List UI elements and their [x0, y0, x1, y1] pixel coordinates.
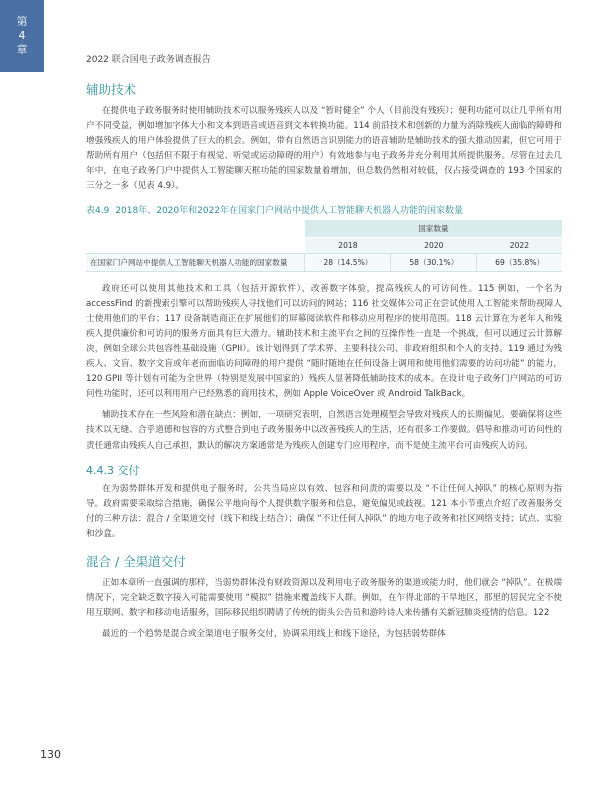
- paragraph-assistive-3: 辅助技术存在一些风险和潜在缺点：例如，一项研究表明，自然语言处理模型会导致对残疾人的长期偏见。要确保将这些技术以无缝、合乎道德和包容的方式整合到电子政务服务中以改善残疾人的生活，还有很多工作要做。倡导和推动可访问性的责任通常由残疾人自己承担，默认的解决方案通常是为残疾人创建专门应用程序，而不是使主流平台可由残疾人访问。: [86, 410, 562, 451]
- chapter-tab: [0, 0, 44, 72]
- paragraph-assistive-2: 政府还可以使用其他技术和工具（包括开源软件），改善数字体验，提高残疾人的可访问性。115 例如，一个名为 accessFind 的新搜索引擎可以帮助残疾人寻找他们可以访问的网站；116 社交媒体公司正在尝试使用人工智能来帮助视障人士使用他们的平台；117 设备制造商正在扩展他们的屏幕阅读软件和移动应用程序的使用范围。118 云计算在为老年人和残疾人提供廉价和可访问的服务方面具有巨大潜力。辅助技术和主流平台之间的互操作性一直是一个挑战，但可以通过云计算解决，例如全球公共包容性基础设施（GPII）。该计划得到了学术界、主要科技公司、非政府组织和个人的支持。119 通过为残疾人、文盲、数字文盲或年老而面临访问障碍的用户提供 “随时随地在任何设备上调用和使用他们需要的访问功能” 的能力，120 GPII 等计划有可能为全世界（特别是发展中国家的）残疾人显著降低辅助技术的成本。在设计电子政务门户网站的可访问性功能时，还可以利用用户已经熟悉的商用技术，例如 Apple VoiceOver 或 Android TalkBack。: [86, 283, 562, 400]
- chapter-tab-line2: 4: [18, 29, 26, 42]
- table-row: [86, 253, 562, 271]
- table-corner: [86, 220, 305, 238]
- table-cell: 58（30.1%）: [391, 253, 477, 271]
- report-title: 2022 联合国电子政务调查报告: [86, 55, 211, 65]
- section-heading-hybrid: 混合 / 全渠道交付: [86, 553, 186, 569]
- table-year-header: 2018: [305, 237, 391, 253]
- table-corner-2: [86, 237, 305, 253]
- page-number: 130: [40, 748, 61, 761]
- table-year-header: 2022: [477, 237, 562, 253]
- table-row-label: 在国家门户网站中提供人工智能聊天机器人功能的国家数量: [86, 253, 305, 271]
- paragraph-hybrid-2: 最近的一个趋势是混合或全渠道电子服务交付，协调采用线上和线下途径，为包括弱势群体: [102, 629, 446, 640]
- table-cell: 28（14.5%）: [305, 253, 391, 271]
- chapter-tab-line1: 第: [16, 15, 28, 28]
- table-caption: 2018年、2020年和2022年在国家门户网站中提供人工智能聊天机器人功能的国家数量: [115, 205, 464, 216]
- chatbot-table: [86, 220, 562, 272]
- table-group-header: 国家数量: [305, 220, 562, 238]
- table-year-header: 2020: [391, 237, 477, 253]
- section-heading-assistive: 辅助技术: [86, 82, 137, 97]
- paragraph-hybrid-1: 正如本章所一直强调的那样，当弱势群体没有财政资源以及利用电子政务服务的渠道或能力时，他们就会 “掉队”。在极端情况下，完全缺乏数字接入可能需要使用 “模拟” 措施来覆盖线下人群。例如，在乍得北部的干旱地区，那里的居民完全不使用互联网、数字和移动电话服务，国际移民组织聘请了传统的街头公告员和游吟诗人来传播有关新冠肺炎疫情的信息。122: [86, 577, 562, 619]
- paragraph-delivery-1: 在为弱势群体开发和提供电子服务时，公共当局应以有效、包容和问责的需要以及 “不让任何人掉队” 的核心原则为指导。政府需要采取综合措施，确保公平地向每个人提供数字服务和信息，避免偏见或歧视。121 本小节重点介绍了改善服务交付的三种方法：混合 / 全渠道交付（线下和线上结合）；确保 “不让任何人掉队” 的地方电子政务和社区网络支持；试点、实验和沙盒。: [86, 483, 562, 539]
- chapter-tab-line3: 章: [16, 43, 28, 56]
- table-number: 表4.9: [86, 205, 110, 216]
- page-content: [86, 70, 562, 648]
- table-title: [86, 203, 562, 216]
- paragraph-assistive-1: 在提供电子政务服务时使用辅助技术可以服务残疾人以及 “暂时健全” 个人（目前没有残疾）；便利功能可以让几乎所有用户不同受益，例如增加字体大小和文本到语音或语音到文本转换功能。114 前沿技术和创新的力量为消除残疾人面临的障碍和增强残疾人的用户体验提供了巨大的机会。例如，带有自然语言识别能力的语音辅助是辅助技术的强大推动因素，但它可用于帮助所有用户（包括但不限于有视觉、听觉或运动障碍的用户）有效地参与电子政务并充分利用其所提供服务。尽管在过去几年中，在电子政务门户中提供人工智能聊天框功能的国家数量着增加，但总数仍然相对较低，仅占接受调查的 193 个国家的三分之一多（见表 4.9）。: [86, 106, 562, 192]
- section-heading-delivery: 4.4.3 交付: [86, 463, 140, 477]
- table-cell: 69（35.8%）: [477, 253, 562, 271]
